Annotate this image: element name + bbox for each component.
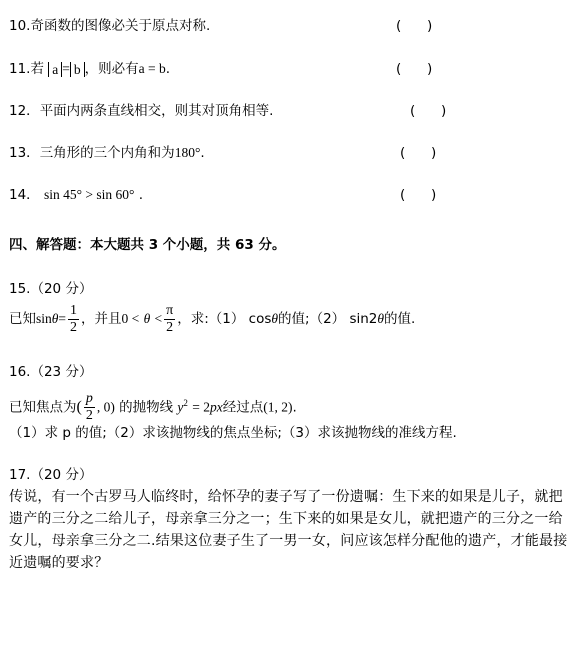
question-text: ，则必有 bbox=[84, 61, 139, 77]
question-16-subparts: （1）求 p 的值;（2）求该抛物线的焦点坐标;（3）求该抛物线的准线方程. bbox=[9, 425, 457, 441]
math-expression: a = b bbox=[138, 61, 166, 76]
abs-value-a: a bbox=[48, 62, 62, 77]
fraction-denominator: 2 bbox=[70, 319, 78, 335]
question-text: 奇函数的图像必关于原点对称. bbox=[30, 18, 211, 34]
fraction-denominator: 2 bbox=[85, 408, 93, 423]
variable-y: y bbox=[177, 399, 184, 415]
question-17-body: 传说，有一个古罗马人临终时，给怀孕的妻子写了一份遗嘱：生下来的如果是儿子，就把遗产的三分之二给儿子，母亲拿三分之一；生下来的如果是女儿，就把遗产的三分之一给女儿，母亲拿三分之二.结果这位妻子生了一男一女，问应该怎样分配他的遗产，才能最接近遗嘱的要求？ bbox=[9, 489, 568, 571]
question-11 bbox=[9, 59, 170, 79]
question-text: 已知 bbox=[9, 311, 36, 327]
coordinate-tail: , 0) bbox=[96, 399, 115, 415]
variable-px: px bbox=[209, 399, 223, 415]
question-15-body bbox=[9, 300, 415, 338]
period: . bbox=[292, 399, 297, 416]
point-coordinates: (1, 2) bbox=[263, 399, 293, 415]
fraction-one-half bbox=[68, 304, 79, 335]
fraction-p-half bbox=[84, 392, 95, 423]
theta-symbol: θ bbox=[377, 311, 385, 326]
question-text: 的抛物线 bbox=[119, 399, 174, 416]
open-paren: ( bbox=[76, 398, 82, 416]
question-text: 若 bbox=[30, 61, 44, 77]
answer-parentheses: ( ) bbox=[400, 187, 437, 203]
question-text: 的值. bbox=[384, 311, 416, 327]
question-13 bbox=[9, 143, 205, 163]
math-expression: sin 45° > sin 60° bbox=[43, 187, 135, 202]
sin-function: sin bbox=[36, 311, 52, 326]
question-number: 13． bbox=[9, 145, 40, 161]
fraction-denominator: 2 bbox=[166, 319, 174, 335]
question-text: ，求:（1） cos bbox=[177, 311, 272, 327]
section-heading: 四、解答题：本大题共 3 个小题，共 63 分。 bbox=[9, 237, 286, 253]
period: . bbox=[134, 187, 143, 203]
question-text: 经过点 bbox=[222, 399, 264, 416]
answer-parentheses: ( ) bbox=[400, 145, 437, 161]
fraction-numerator: p bbox=[85, 391, 93, 406]
period: . bbox=[200, 145, 205, 161]
question-number: 12． bbox=[9, 103, 40, 119]
question-16-header: 16.（23 分） bbox=[9, 364, 93, 380]
fraction-numerator: 1 bbox=[70, 302, 78, 318]
fraction-numerator: π bbox=[166, 302, 174, 318]
exponent: 2 bbox=[183, 398, 188, 408]
equation-rhs: = 2 bbox=[192, 399, 210, 415]
abs-value-b: b bbox=[70, 62, 85, 77]
question-10 bbox=[9, 16, 210, 36]
question-text: 已知焦点为 bbox=[9, 399, 77, 416]
question-12 bbox=[9, 101, 273, 121]
question-number: 11. bbox=[9, 61, 31, 77]
answer-parentheses: ( ) bbox=[410, 103, 447, 119]
question-16-body bbox=[9, 384, 297, 422]
question-15-header: 15.（20 分） bbox=[9, 281, 93, 297]
question-number: 10. bbox=[9, 18, 31, 34]
fraction-pi-half bbox=[164, 304, 175, 335]
inequality-right: < bbox=[154, 311, 163, 326]
inequality-left: 0 < bbox=[121, 311, 140, 326]
equals-sign: = bbox=[58, 311, 67, 326]
math-expression: 180° bbox=[174, 145, 201, 160]
question-text: 的值;（2） sin2 bbox=[278, 311, 378, 327]
answer-parentheses: ( ) bbox=[396, 61, 433, 77]
period: . bbox=[165, 61, 171, 77]
question-14 bbox=[9, 185, 143, 205]
question-text: ，并且 bbox=[81, 311, 122, 327]
question-17-header: 17.（20 分） bbox=[9, 467, 93, 483]
theta-symbol: θ bbox=[51, 311, 59, 326]
answer-parentheses: ( ) bbox=[396, 18, 433, 34]
question-text: 三角形的三个内角和为 bbox=[39, 145, 175, 161]
question-text: 平面内两条直线相交，则其对顶角相等. bbox=[39, 103, 274, 119]
theta-symbol: θ bbox=[143, 311, 151, 326]
theta-symbol: θ bbox=[271, 311, 279, 326]
question-number: 14． bbox=[9, 187, 40, 203]
equals-sign: = bbox=[62, 61, 70, 76]
